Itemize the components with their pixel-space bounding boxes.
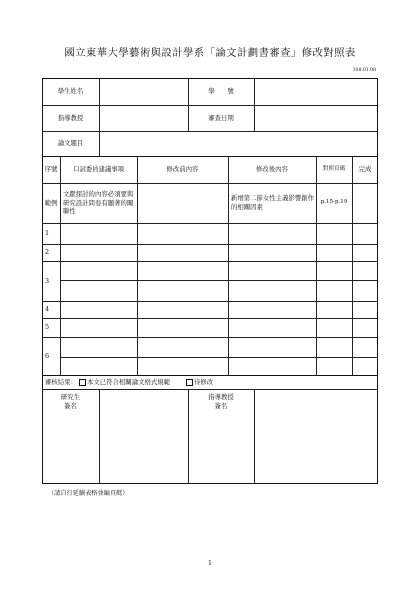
column-header-page-ref: 對照頁碼 [322, 165, 346, 172]
example-before [137, 183, 228, 223]
rule [60, 280, 378, 281]
row-number: 5 [44, 323, 50, 332]
row-number: 2 [44, 248, 50, 257]
pass-option-label: 本文已符合相關論文格式規範 [86, 377, 171, 386]
example-page-ref: p.15-p.19 [320, 199, 348, 206]
rule [60, 357, 378, 358]
row-number: 1 [44, 229, 50, 238]
review-date-label: 審查日期 [208, 113, 234, 122]
rule [42, 261, 378, 262]
student-signature-field[interactable] [99, 389, 188, 415]
advisor-signature-line1: 指導教授 [208, 393, 234, 402]
student-signature-label [42, 389, 99, 415]
review-result [43, 375, 375, 389]
document-title: 國立東華大學藝術與設計學系「論文計劃書審查」修改對照表 [64, 47, 356, 59]
advisor-field[interactable] [99, 105, 188, 131]
revision-form [42, 78, 378, 484]
advisor-signature-line2: 簽名 [214, 402, 228, 410]
column-header-suggestion: 口試委員建議事項 [72, 165, 125, 174]
thesis-title-label: 論文題目 [57, 139, 84, 148]
example-after: 新增第二節女性主義影響創作的相關因素 [231, 194, 315, 211]
rule [42, 244, 378, 245]
column-header-before: 修改前內容 [166, 165, 199, 174]
footnote: （請自行延續表格並編頁碼） [48, 490, 129, 497]
rule [42, 337, 378, 338]
pass-checkbox[interactable] [79, 379, 86, 386]
student-id-field[interactable] [254, 78, 378, 105]
thesis-title-field[interactable] [99, 131, 378, 156]
row-number: 6 [44, 351, 50, 360]
revise-option-label: 待修改 [194, 377, 214, 386]
review-result-label: 審核結果： [45, 377, 77, 386]
rule [42, 223, 378, 224]
advisor-label: 指導教授 [57, 113, 84, 122]
student-signature-line2: 簽名 [64, 402, 77, 410]
row-number: 4 [44, 305, 50, 314]
row-number: 3 [44, 276, 50, 285]
student-signature-line1: 研究生 [60, 393, 81, 402]
student-id-label: 學 號 [208, 87, 234, 96]
column-header-done: 完成 [358, 165, 372, 174]
advisor-signature-label [188, 389, 254, 415]
page-number: 1 [208, 560, 212, 567]
example-done [352, 183, 378, 223]
rule [42, 301, 378, 302]
rule [42, 318, 378, 319]
student-name-field[interactable] [99, 78, 188, 105]
advisor-signature-field[interactable] [254, 389, 378, 415]
column-header-index: 序號 [44, 165, 58, 174]
document-date: 108.01.08 [352, 68, 376, 73]
example-suggestion: 文獻探討的內容必須要與研究設計問卷有顯著的關聯性 [63, 190, 134, 216]
student-name-label: 學生姓名 [57, 87, 84, 96]
example-row-label: 範例 [44, 198, 58, 207]
column-header-after: 修改後內容 [256, 165, 288, 174]
revise-checkbox[interactable] [186, 379, 193, 386]
review-date-field[interactable] [254, 105, 378, 131]
